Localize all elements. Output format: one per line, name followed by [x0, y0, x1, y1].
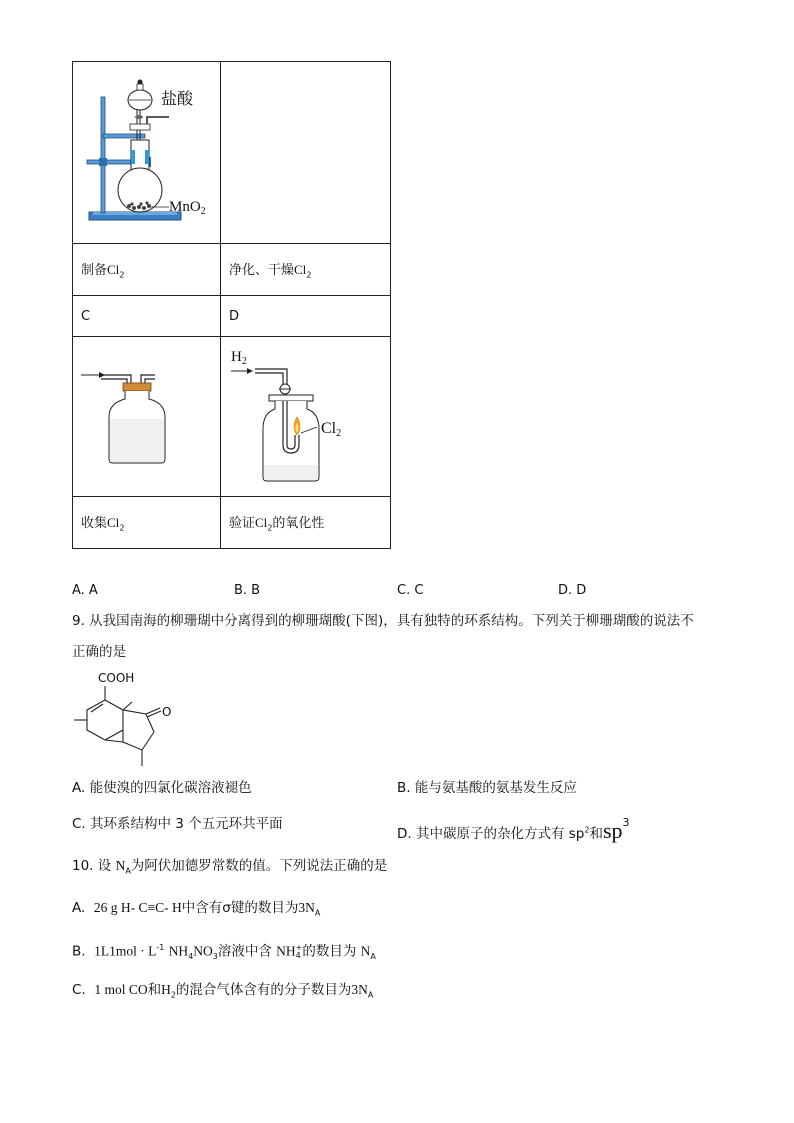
carbonyl-o-label: O	[162, 705, 172, 719]
q8-option-d[interactable]: D. D	[558, 583, 587, 598]
q10-option-b[interactable]: B. $1L1mol \cdot L^{-1}$ $NH_4NO_3$溶液中含 NH + 4 的数目为 $N_A$	[72, 942, 376, 962]
h2-label: $H_2$	[231, 349, 247, 367]
q10-stem: 10. 设 $N_A$为阿伏加德罗常数的值。下列说法正确的是	[72, 858, 388, 876]
q9-stem-line2: 正确的是	[72, 644, 126, 660]
h2-burning-in-cl2-figure	[221, 337, 390, 492]
q8-option-a[interactable]: A. A	[72, 583, 98, 598]
q8-option-c[interactable]: C. C	[397, 583, 424, 598]
cl2-generator-figure	[73, 62, 220, 239]
mno2-label: MnO$_2$	[169, 199, 206, 217]
cell-d-figure	[221, 337, 391, 497]
cell-a-label: 制备$Cl_2$	[73, 244, 221, 296]
experiment-table	[72, 61, 391, 549]
cell-b-figure	[221, 62, 391, 244]
q9-option-a[interactable]: A. 能使溴的四氯化碳溶液褪色	[72, 780, 252, 796]
q10-option-c[interactable]: C. 1 mol CO和$H_2$的混合气体含有的分子数目为$3N_A$	[72, 982, 374, 1000]
q10-option-a[interactable]: A. 26 g H- C≡C- H中含有σ键的数目为$3N_A$	[72, 900, 321, 918]
cooh-label: COOH	[98, 671, 135, 685]
hcl-label: 盐酸	[161, 89, 194, 108]
gas-collection-bottle-figure	[73, 337, 220, 492]
q9-stem-line1: 9. 从我国南海的柳珊瑚中分离得到的柳珊瑚酸(下图)，具有独特的环系结构。下列关于柳珊瑚酸的说法不	[72, 613, 694, 629]
cl2-label: Cl2	[321, 420, 342, 439]
cell-d-label: 验证$Cl_2$的氧化性	[221, 497, 391, 549]
q9-option-d[interactable]: D. 其中碳原子的杂化方式有 $sp^2$和$sp^3$	[397, 816, 630, 843]
cell-d-letter: D	[221, 296, 391, 337]
cell-c-label: 收集$Cl_2$	[73, 497, 221, 549]
q9-option-c[interactable]: C. 其环系结构中 3 个五元环共平面	[72, 816, 283, 832]
cell-a-figure	[73, 62, 221, 244]
q9-option-b[interactable]: B. 能与氨基酸的氨基发生反应	[397, 780, 577, 796]
gersolanoic-acid-structure	[72, 668, 192, 776]
cell-c-letter: C	[73, 296, 221, 337]
q8-option-b[interactable]: B. B	[234, 583, 261, 598]
cell-c-figure	[73, 337, 221, 497]
cell-b-label: 净化、干燥$Cl_2$	[221, 244, 391, 296]
